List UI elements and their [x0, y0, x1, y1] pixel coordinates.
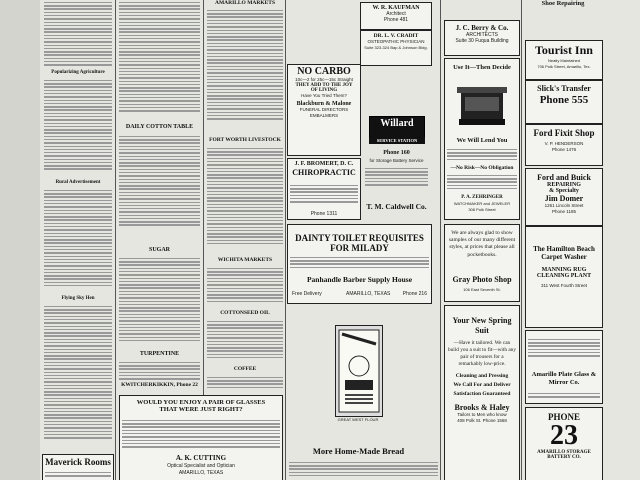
cradit-address: Suite 323-324 Bap & Johnson Bldg.: [364, 45, 428, 50]
storage-phone-label: PHONE: [547, 412, 580, 422]
berry-title: ARCHITECTS: [466, 32, 498, 38]
column-5: [442, 0, 520, 480]
chiropractic-title: CHIROPRACTIC: [292, 168, 356, 177]
suit-cleaning: Cleaning and Pressing: [455, 373, 509, 379]
willard-ad: [363, 70, 430, 220]
zehringer-name: P. A. ZEHRINGER: [461, 195, 503, 200]
suit-guarantee: Satisfaction Guaranteed: [453, 391, 511, 397]
zehringer-title: WATCHMAKER and JEWELER: [453, 201, 511, 206]
tourist-name: Tourist Inn: [535, 43, 593, 57]
flour-sack-icon: [336, 326, 382, 416]
dainty-ad: [287, 224, 432, 304]
willard-sub: SERVICE STATION: [369, 137, 425, 144]
glasses-name: A. K. CUTTING: [175, 454, 227, 462]
dainty-footer: Free Delivery: [292, 291, 322, 297]
column-rule: [285, 0, 286, 480]
cottonseed-heading: COTTONSEED OIL: [220, 310, 270, 316]
blackburn-name: Blackburn & Malone: [296, 101, 352, 107]
chiropractic-ad: [287, 158, 361, 220]
berry-name: J. C. Berry & Co.: [455, 24, 509, 32]
fordfixit-phone: Phone 1476: [551, 147, 577, 152]
article-text: [119, 0, 200, 120]
kwitcher-heading: KWITCHERKIKKIN, Phone 22: [121, 382, 198, 388]
dainty-headline: DAINTY TOILET REQUISITES: [295, 233, 424, 243]
cradit-title: OSTEOPATHIC PHYSICIAN: [367, 39, 425, 44]
typewriter-ad: [444, 58, 520, 220]
turpentine-heading: TURPENTINE: [139, 351, 180, 357]
fordbuick-owner: Jim Domer: [544, 194, 584, 203]
ad-title: Maverick Rooms: [45, 457, 111, 467]
kaufman-name: W. R. KAUFMAN: [372, 5, 420, 11]
fordfixit-name: Ford Fixit Shop: [533, 128, 595, 138]
kaufman-title: Architect: [386, 11, 406, 17]
fordbuick-line-3: & Specialty: [549, 188, 579, 194]
glasses-ad: [119, 395, 283, 480]
willard-phone: Phone 160: [383, 150, 410, 156]
column-rule: [440, 0, 441, 480]
column-4: [287, 0, 440, 480]
storage-battery-ad: [525, 407, 603, 480]
glasses-headline-2: THAT WERE JUST RIGHT?: [159, 406, 243, 413]
useit-headline: Use It—Then Decide: [453, 64, 511, 71]
article-text: [207, 266, 283, 306]
article-text: [119, 360, 200, 380]
nocarbo-slogan-1: THEY ADD TO THE JOY: [295, 83, 353, 88]
fordbuick-line-1: Ford and Buick: [537, 173, 591, 182]
fordbuick-address: 1261 Lincoln Street: [544, 203, 584, 208]
hamilton-line-1: The Hamilton Beach: [533, 245, 595, 253]
brooks-haley-motto: Tailors to Men who know: [457, 412, 507, 417]
article-text: [207, 375, 283, 391]
flour-label: GREAT WEST FLOUR: [337, 417, 379, 422]
column-6: [523, 0, 640, 480]
slick-name: Slick's Transfer: [537, 84, 591, 93]
market-table: [207, 146, 283, 252]
gray-photo-ad: [444, 224, 520, 302]
caldwell-name: T. M. Caldwell Co.: [366, 202, 427, 211]
amarillo-markets-heading: AMARILLO MARKETS: [214, 0, 276, 6]
fordfixit-owner: V. P. HENDERSON: [544, 141, 584, 146]
page-gutter: [0, 0, 40, 480]
bromert-phone: Phone 1311: [310, 211, 338, 217]
bromert-name: J. F. BROMERT, D. C.: [294, 161, 354, 167]
hamilton-line-3: MANNING RUG: [541, 267, 587, 273]
shoe-repairing: Shoe Repairing: [541, 0, 585, 7]
sugar-heading: SUGAR: [148, 247, 170, 253]
bread-headline: More Home-Made Bread: [312, 446, 405, 456]
ford-fixit-ad: [525, 124, 603, 166]
nocarbo-question: Have You Tried Them?: [301, 93, 347, 98]
section-heading: Popularizing Agriculture: [51, 70, 105, 75]
storage-name: AMARILLO STORAGE: [537, 450, 591, 455]
maverick-rooms-ad: [42, 454, 114, 480]
market-table: [207, 8, 283, 128]
article-text: [44, 0, 112, 68]
willard-tag: for Storage Battery Service: [369, 158, 424, 163]
article-text: [44, 78, 112, 178]
gray-name: Gray Photo Shop: [452, 275, 512, 284]
blackburn-line-2: EMBALMERS: [309, 113, 339, 118]
article-text: [207, 319, 283, 363]
column-1: [42, 0, 114, 480]
glasses-title: Optical Specialist and Optician: [167, 463, 235, 469]
brooks-haley-address: 408 Polk St. Phone 1568: [457, 418, 507, 423]
storage-phone-number: 23: [550, 420, 578, 451]
kaufman-ad: [360, 2, 432, 30]
nocarbo-slogan-2: OF LIVING: [310, 88, 338, 93]
flour-sack-image: [335, 325, 383, 417]
dainty-store: Panhandle Barber Supply House: [306, 275, 413, 284]
wichita-heading: WICHITA MARKETS: [217, 257, 273, 263]
suit-body: —Have it tailored. We can build you a suit to fit—with any pair of trousers for a remarkably low-price.: [448, 340, 516, 367]
nocarbo-price: 10c—2 for 25c—15c Straight: [295, 77, 353, 82]
article-text: [119, 256, 200, 348]
slick-phone: Phone 555: [539, 94, 589, 106]
hamilton-line-4: CLEANING PLANT: [536, 273, 592, 279]
nocarbo-ad: [287, 64, 361, 156]
brooks-haley-ad: [444, 305, 520, 480]
gray-body: We are always glad to show samples of our many different styles, at prices that please all pocketbooks.: [448, 230, 516, 258]
dainty-address: AMARILLO, TEXAS: [346, 291, 391, 297]
lend-headline: We Will Lend You: [456, 137, 508, 144]
cradit-ad: [360, 30, 432, 66]
tourist-inn-ad: [525, 40, 603, 80]
article-text: [44, 304, 112, 452]
suit-headline: Your New Spring Suit: [452, 316, 512, 335]
plate-glass-ad: [525, 330, 603, 404]
tourist-line: Neatly Maintained: [547, 58, 581, 63]
slicks-transfer-ad: [525, 80, 603, 124]
glasses-headline-1: WOULD YOU ENJOY A PAIR OF GLASSES: [136, 399, 266, 406]
storage-address: BATTERY CO.: [547, 455, 581, 460]
berry-address: Suite 30 Fuqua Building: [455, 38, 509, 44]
section-heading: Flying Sky Hen: [61, 296, 95, 301]
section-heading: Rural Advertisement: [55, 180, 101, 185]
glasses-address: AMARILLO, TEXAS: [178, 470, 224, 476]
hamilton-beach-ad: [525, 226, 603, 328]
column-3: [205, 0, 285, 392]
market-table: [119, 134, 200, 234]
dainty-subheadline: FOR MILADY: [330, 243, 389, 253]
zehringer-address: 308 Polk Street: [468, 207, 496, 212]
tourist-address: 706 Polk Street, Amarillo, Tex.: [537, 64, 591, 69]
fordbuick-line-2: REPAIRING: [547, 182, 581, 188]
blackburn-line: FUNERAL DIRECTORS: [299, 107, 349, 112]
kaufman-phone: Phone 481: [383, 17, 409, 23]
fort-worth-heading: FORT WORTH LIVESTOCK: [209, 137, 281, 143]
dainty-phone: Phone 216: [402, 291, 427, 297]
suit-delivery: We Call For and Deliver: [453, 382, 511, 388]
column-rule: [115, 0, 116, 480]
hamilton-line-2: Carpet Washer: [541, 253, 587, 261]
article-text: [44, 188, 112, 294]
fordbuick-phone: Phone 1185: [552, 209, 576, 214]
column-rule: [521, 0, 522, 480]
coffee-heading: COFFEE: [233, 366, 257, 372]
glass-name: Amarillo Plate Glass & Mirror Co.: [531, 371, 597, 386]
willard-logo: Willard: [369, 116, 425, 139]
brooks-haley-name: Brooks & Haley: [454, 403, 510, 412]
cradit-name: DR. L. V. CRADIT: [373, 33, 419, 39]
cotton-table-heading: DAILY COTTON TABLE: [125, 124, 194, 130]
hamilton-address: 311 West Fourth Street: [540, 283, 588, 288]
typewriter-icon: [455, 85, 509, 127]
norisk-headline: —No Risk—No Obligation: [450, 165, 514, 171]
gray-address: 106 East Seventh St.: [463, 287, 501, 292]
ford-buick-ad: [525, 168, 603, 226]
nocarbo-brand: NO CARBO: [297, 66, 351, 77]
berry-ad: [444, 20, 520, 56]
